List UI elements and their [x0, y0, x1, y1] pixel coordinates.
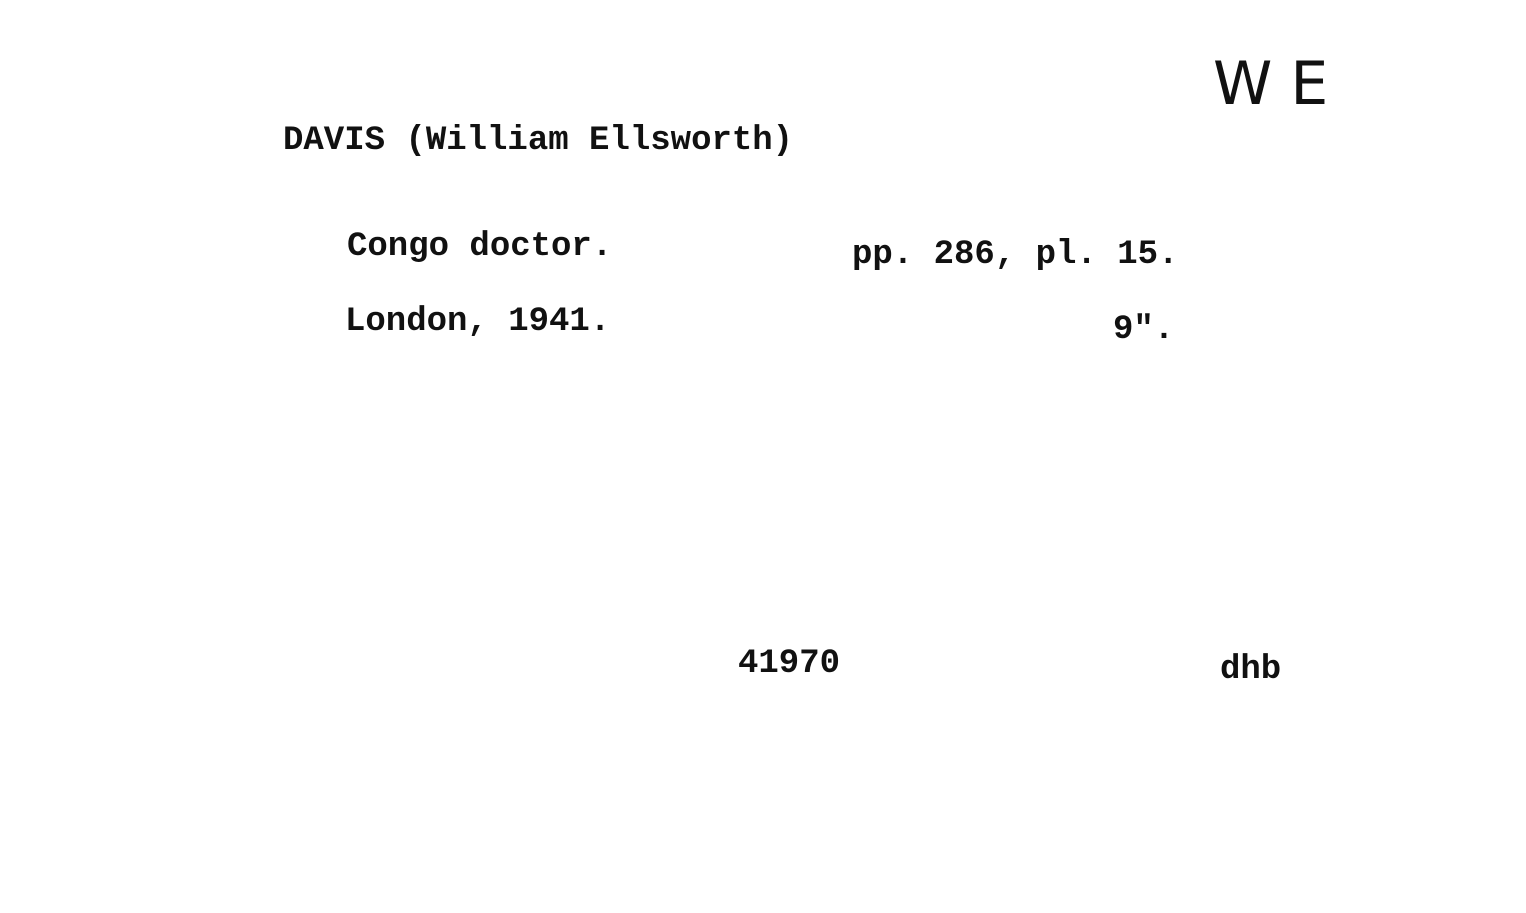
cataloguer-initials: dhb — [1220, 651, 1282, 689]
classmark-handwritten: WE — [1213, 49, 1347, 119]
author-heading: DAVIS (William Ellsworth) — [283, 122, 794, 160]
book-title: Congo doctor. — [347, 228, 613, 266]
accession-number: 41970 — [738, 645, 841, 683]
book-size: 9". — [1113, 311, 1175, 349]
imprint: London, 1941. — [345, 303, 611, 341]
collation: pp. 286, pl. 15. — [852, 236, 1179, 274]
